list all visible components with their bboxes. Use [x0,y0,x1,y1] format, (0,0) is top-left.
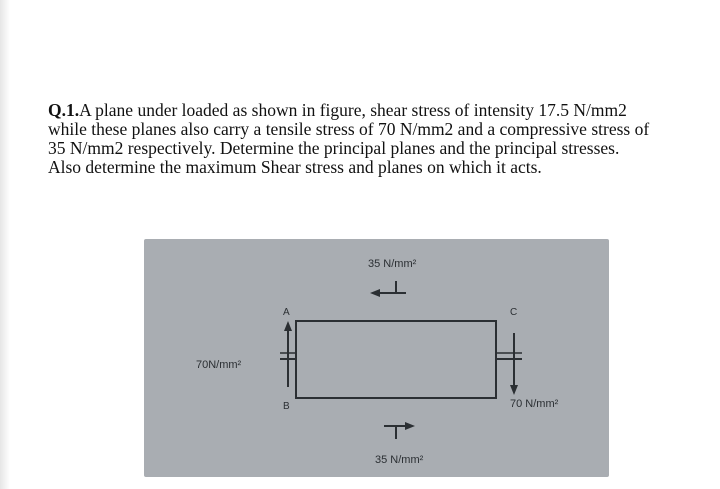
right-stress-label: 70 N/mm² [510,398,559,410]
question-line-1: A plane under loaded as shown in figure, shear stress of intensity 17.5 N/mm2 [79,100,627,120]
left-shear-arrowhead [284,321,292,331]
top-stress-label: 35 N/mm² [368,258,417,270]
right-shear-arrowhead [510,385,518,395]
stress-element-figure [144,239,609,477]
question-line-3: 35 N/mm2 respectively. Determine the principal planes and the principal stresses. [48,138,620,158]
point-a-label: A [283,307,290,318]
top-shear-arrowhead [370,289,380,297]
stress-diagram [144,239,609,477]
point-b-label: B [283,401,290,412]
point-c-label: C [510,307,518,318]
stress-element-rectangle [296,321,496,398]
question-text [48,101,704,177]
question-line-2: while these planes also carry a tensile stress of 70 N/mm2 and a compressive stress of [48,119,650,139]
left-stress-label: 70N/mm² [196,359,242,371]
question-number: Q.1. [48,100,80,120]
bottom-stress-label: 35 N/mm² [375,454,424,466]
page-edge-shadow [0,0,10,489]
bottom-shear-arrowhead [405,422,415,430]
question-line-4: Also determine the maximum Shear stress and planes on which it acts. [48,157,542,177]
